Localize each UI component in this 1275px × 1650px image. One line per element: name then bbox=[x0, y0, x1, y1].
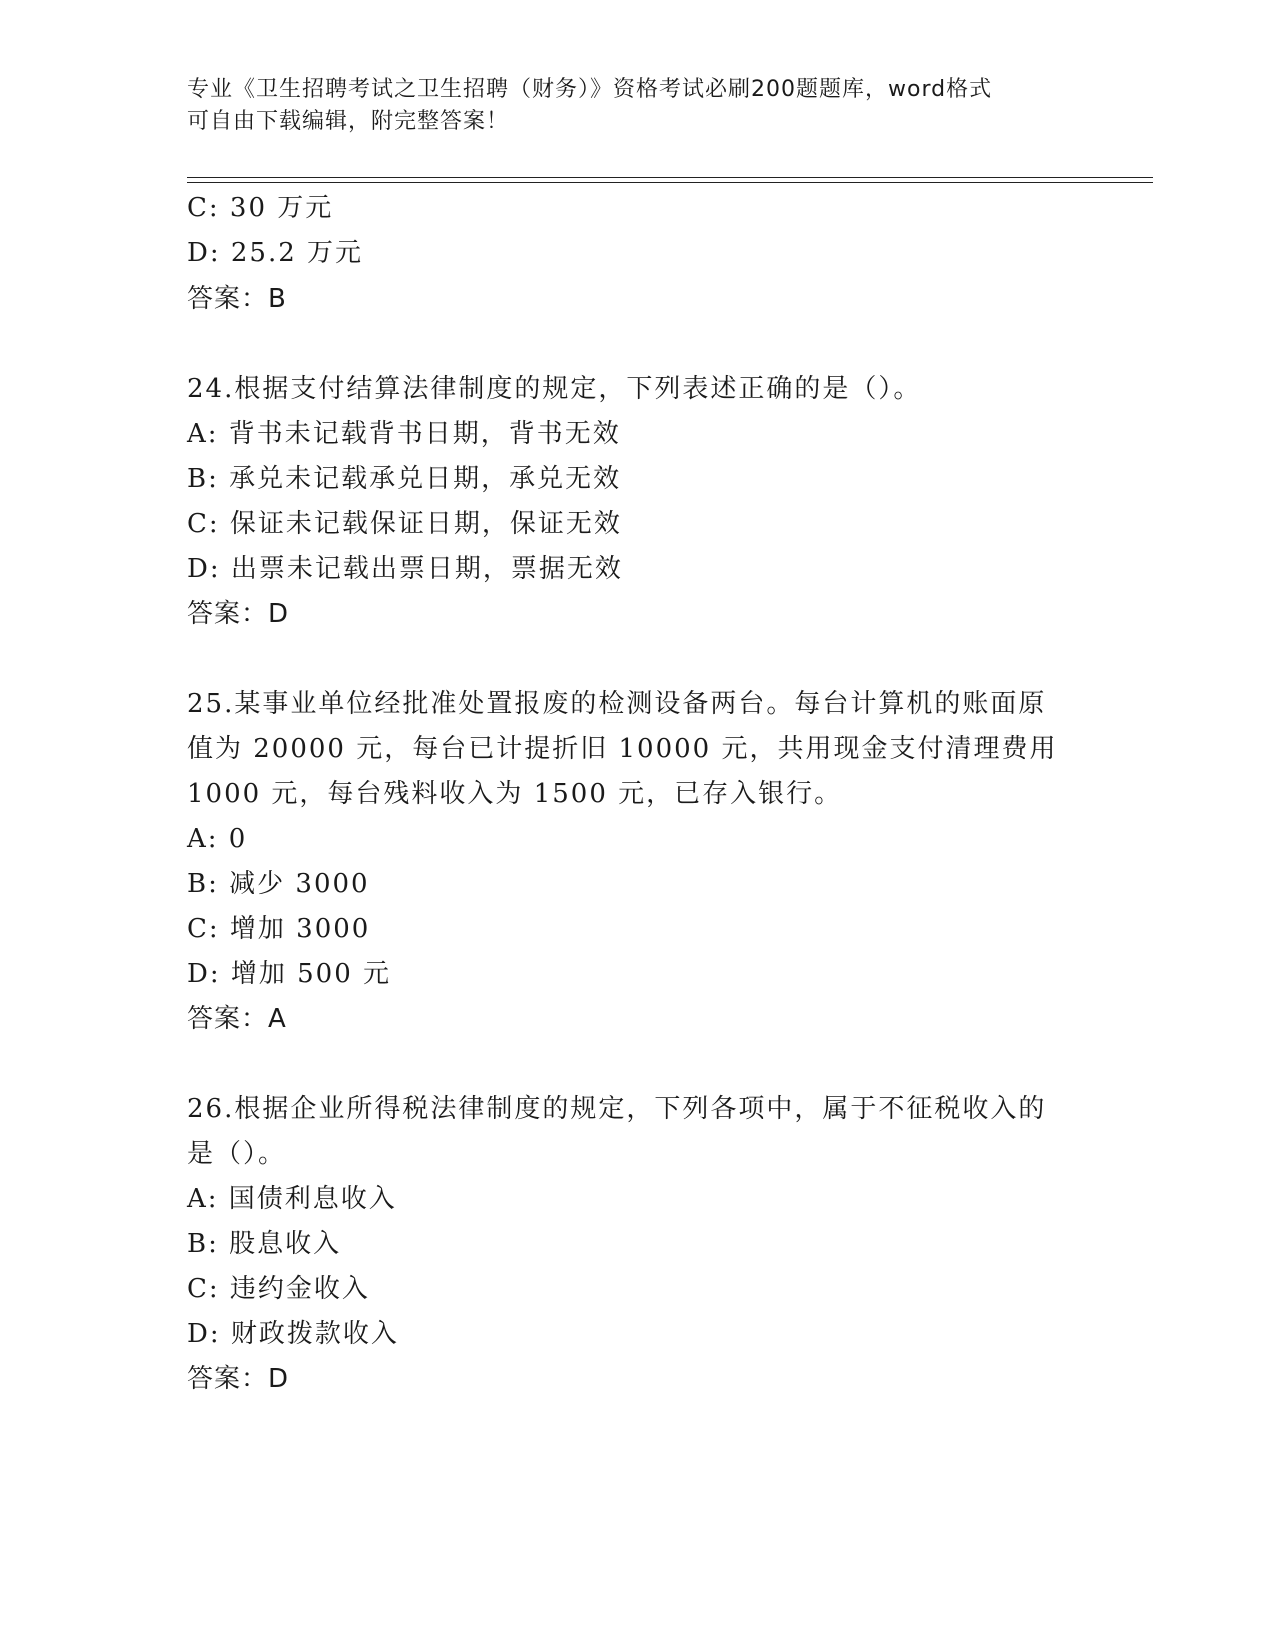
header-line-2: 可自由下载编辑，附完整答案！ bbox=[187, 109, 510, 134]
document-header bbox=[187, 74, 1067, 138]
q26-option-a: A: 国债利息收入 bbox=[187, 1184, 397, 1214]
q23-answer: 答案：B bbox=[187, 284, 287, 314]
q25-option-a: A: 0 bbox=[187, 824, 248, 854]
q23-option-d: D: 25.2 万元 bbox=[187, 238, 364, 268]
q26-option-d: D: 财政拨款收入 bbox=[187, 1319, 399, 1349]
q26-stem-line-2: 是（）。 bbox=[187, 1139, 287, 1169]
q24-option-c: C: 保证未记载保证日期，保证无效 bbox=[187, 509, 622, 539]
q25-answer: 答案：A bbox=[187, 1004, 287, 1034]
q25-stem-line-3: 1000 元，每台残料收入为 1500 元，已存入银行。 bbox=[187, 779, 843, 809]
q23-option-c: C: 30 万元 bbox=[187, 193, 334, 223]
q26-option-b: B: 股息收入 bbox=[187, 1229, 342, 1259]
q25-option-b: B: 减少 3000 bbox=[187, 869, 370, 899]
q26-option-c: C: 违约金收入 bbox=[187, 1274, 370, 1304]
q25-option-d: D: 增加 500 元 bbox=[187, 959, 392, 989]
q24-answer: 答案：D bbox=[187, 599, 290, 629]
q25-option-c: C: 增加 3000 bbox=[187, 914, 371, 944]
q24-stem: 24.根据支付结算法律制度的规定，下列表述正确的是（）。 bbox=[187, 374, 922, 404]
q26-answer: 答案：D bbox=[187, 1364, 290, 1394]
q26-stem-line-1: 26.根据企业所得税法律制度的规定，下列各项中，属于不征税收入的 bbox=[187, 1094, 1047, 1124]
q24-option-b: B: 承兑未记载承兑日期，承兑无效 bbox=[187, 464, 622, 494]
q25-stem-line-1: 25.某事业单位经批准处置报废的检测设备两台。每台计算机的账面原 bbox=[187, 689, 1047, 719]
header-line-1: 专业《卫生招聘考试之卫生招聘（财务）》资格考试必刷200题题库，word格式 bbox=[187, 77, 993, 102]
q25-stem-line-2: 值为 20000 元，每台已计提折旧 10000 元，共用现金支付清理费用 bbox=[187, 734, 1058, 764]
header-divider-top bbox=[187, 177, 1153, 178]
header-divider-bottom bbox=[187, 182, 1153, 183]
q24-option-a: A: 背书未记载背书日期，背书无效 bbox=[187, 419, 621, 449]
q24-option-d: D: 出票未记载出票日期，票据无效 bbox=[187, 554, 623, 584]
